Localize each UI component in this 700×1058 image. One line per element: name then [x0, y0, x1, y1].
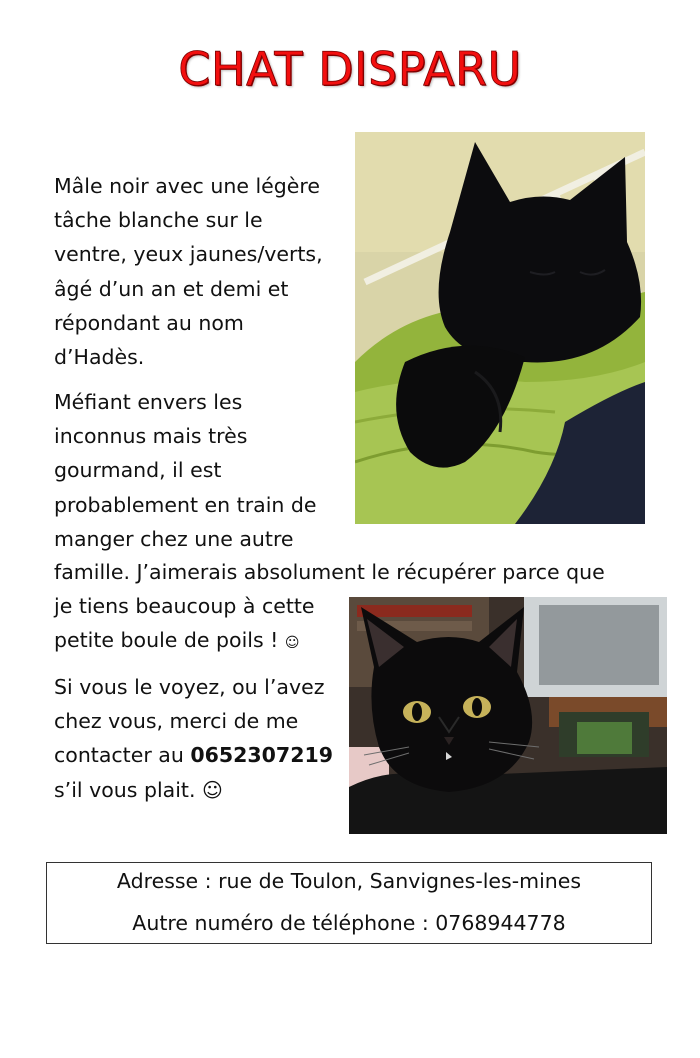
other-phone-text: Autre numéro de téléphone : 0768944778 — [132, 911, 566, 935]
text-line: contacter au — [54, 743, 191, 768]
text-line: petite boule de poils ! — [54, 628, 285, 653]
text-line: d’Hadès. — [54, 345, 145, 370]
text-line: tâche blanche sur le — [54, 208, 263, 233]
text-line: inconnus mais très — [54, 424, 248, 449]
text-line: famille. J’aimerais absolument le récupérer parce que — [54, 560, 605, 584]
text-line: je tiens beaucoup à cette — [54, 594, 315, 618]
cat-sleeping-illustration — [355, 132, 645, 524]
cat-photo-portrait — [349, 597, 667, 834]
text-line: manger chez une autre — [54, 526, 294, 551]
smiley-icon: ☺ — [202, 777, 223, 802]
text-line: Mâle noir avec une légère — [54, 174, 320, 198]
phone-number: 0652307219 — [190, 743, 333, 768]
text-line: probablement en train de — [54, 492, 317, 517]
description-wide-line — [54, 555, 674, 589]
text-line: ventre, yeux jaunes/verts, — [54, 242, 323, 267]
description-paragraph-2 — [54, 385, 354, 556]
cat-portrait-illustration — [349, 597, 667, 834]
text-line: s’il vous plait. — [54, 777, 203, 802]
text-line: âgé d’un an et demi et — [54, 276, 289, 301]
text-line: chez vous, merci de me — [54, 709, 299, 734]
text-line: Si vous le voyez, ou l’avez — [54, 675, 325, 699]
description-paragraph-2-end — [54, 589, 344, 660]
text-line: gourmand, il est — [54, 458, 222, 483]
address-text: Adresse : rue de Toulon, Sanvignes-les-mines — [116, 869, 582, 893]
text-line: répondant au nom — [54, 310, 244, 335]
description-paragraph-3 — [54, 670, 344, 807]
cat-photo-sleeping — [355, 132, 645, 524]
contact-info-box — [46, 862, 652, 944]
text-line: Méfiant envers les — [54, 390, 243, 414]
poster-title: CHAT DISPARU — [178, 42, 522, 96]
description-paragraph-1 — [54, 169, 354, 374]
smiley-icon: ☺ — [284, 635, 300, 652]
